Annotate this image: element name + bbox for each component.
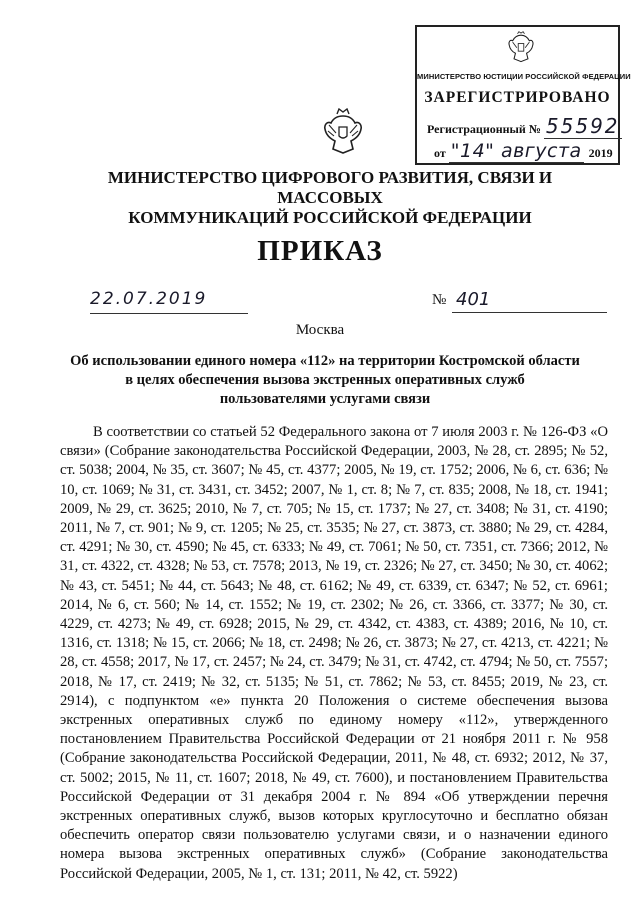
stamp-date-row [434, 140, 613, 162]
order-date: 22.07.2019 [90, 289, 248, 314]
order-number-label: № [432, 292, 447, 308]
stamp-reg-label: Регистрационный № [427, 122, 541, 136]
subject-line-1: Об использовании единого номера «112» на территории Костромской области [70, 353, 580, 369]
stamp-ministry: МИНИСТЕРСТВО ЮСТИЦИИ РОССИЙСКОЙ ФЕДЕРАЦИИ [417, 72, 631, 81]
eagle-emblem-icon [507, 31, 535, 63]
order-subject [55, 352, 595, 409]
stamp-date-year: 2019 [588, 146, 613, 160]
document-type: ПРИКАЗ [257, 235, 383, 267]
stamp-registered: ЗАРЕГИСТРИРОВАНО [424, 89, 611, 106]
stamp-date-handwritten: "14" августа [450, 140, 582, 162]
city: Москва [295, 322, 345, 338]
stamp-date-prefix: от [434, 146, 446, 160]
ministry-title [60, 168, 600, 228]
ministry-line-1: МИНИСТЕРСТВО ЦИФРОВОГО РАЗВИТИЯ, СВЯЗИ И МАССОВЫХ [107, 168, 553, 207]
stamp-registration-row [427, 114, 622, 138]
eagle-emblem-icon [323, 108, 363, 154]
subject-line-2: в целях обеспечения вызова экстренных оперативных служб [125, 372, 525, 388]
registration-stamp [415, 25, 631, 165]
body-paragraph: В соответствии со статьей 52 Федерального закона от 7 июля 2003 г. № 126-ФЗ «О связи» (Собрание законодательства Российской Федерации, 2003, № 28, ст. 2895; № 52, ст. 5038; 2004, № 35, ст. 3607; № 45, ст. 4377; 2005, № 19, ст. 1752; 2006, № 6, ст. 636; № 10, ст. 1069; № 31, ст. 3431, ст. 3452; 2007, № 1, ст. 8; № 7, ст. 835; 2008, № 18, ст. 1941; 2009, № 29, ст. 3625; 2010, № 7, ст. 705; № 15, ст. 1737; № 27, ст. 3408; № 31, ст. 4190; 2011, № 7, ст. 901; № 9, ст. 1205; № 25, ст. 3535; № 27, ст. 3873, ст. 3880; № 29, ст. 4284, ст. 4291; № 30, ст. 4590; № 45, ст. 6333; № 49, ст. 7061; № 50, ст. 7351, ст. 7366; 2012, № 31, ст. 4322, ст. 4328; № 53, ст. 7578; 2013, № 19, ст. 2326; № 27, ст. 3450; № 30, ст. 4062; № 43, ст. 5451; № 44, ст. 5643; № 48, ст. 6162; № 49, ст. 6339, ст. 6347; № 52, ст. 6961; 2014, № 6, ст. 560; № 14, ст. 1552; № 19, ст. 2302; № 26, ст. 3366, ст. 3377; № 30, ст. 4229, ст. 4273; № 49, ст. 6928; 2015, № 29, ст. 4342, ст. 4383, ст. 4389; 2016, № 10, ст. 1316, ст. 1318; № 15, ст. 2066; № 18, ст. 2498; № 26, ст. 3873; № 27, ст. 4213, ст. 4221; № 28, ст. 4558; 2017, № 17, ст. 2457; № 24, ст. 3479; № 31, ст. 4742, ст. 4794; № 50, ст. 7557; 2018, № 17, ст. 2419; № 32, ст. 5135; № 51, ст. 7862; № 53, ст. 8455; 2019, № 23, ст. 2914), с подпунктом «е» пункта 20 Положения о системе обеспечения вызова экстренных оперативных служб по единому номеру «112», утвержденного постановлением Правительства Российской Федерации от 21 ноября 2011 г. № 958 (Собрание законодательства Российской Федерации, 2011, № 48, ст. 6932; 2012, № 37, ст. 5002; 2015, № 11, ст. 1607; 2018, № 49, ст. 7600), и постановлением Правительства Российской Федерации от 31 декабря 2004 г. № 894 «Об утверждении перечня экстренных оперативных служб, вызов которых круглосуточно и бесплатно обязан обеспечить оператор связи пользователю услугами связи, и о назначении единого номера вызова экстренных оперативных служб» (Собрание законодательства Российской Федерации, 2005, № 1, ст. 131; 2011, № 42, ст. 5922) [60, 424, 608, 882]
stamp-reg-number: 55592 [545, 114, 620, 138]
order-number: 401 [452, 289, 607, 313]
subject-line-3: пользователями услугами связи [219, 391, 431, 407]
ministry-line-2: КОММУНИКАЦИЙ РОССИЙСКОЙ ФЕДЕРАЦИИ [128, 208, 532, 227]
